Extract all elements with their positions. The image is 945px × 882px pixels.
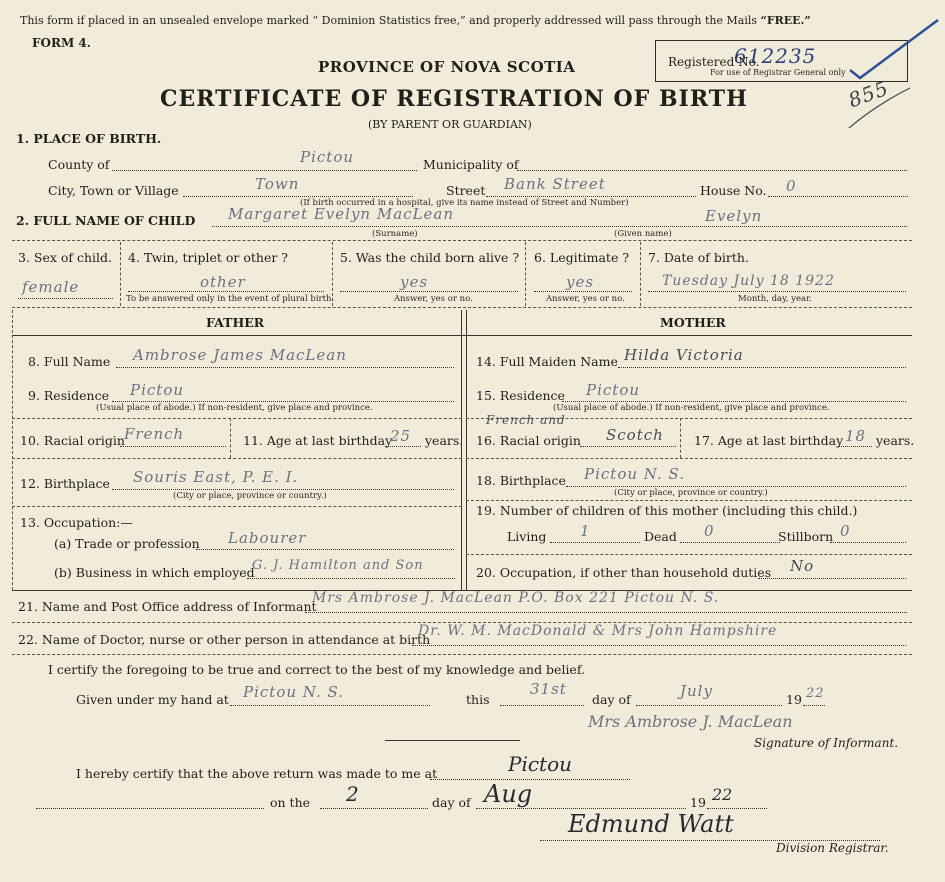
sex-line [18, 298, 113, 299]
province-heading: PROVINCE OF NOVA SCOTIA [318, 58, 576, 76]
living-label: Living [507, 529, 547, 544]
registrar-statement: I hereby certify that the above return was made to me at [76, 766, 438, 781]
father-name-value: Ambrose James MacLean [133, 346, 347, 364]
twin-note: To be answered only in the event of plural birth. [126, 294, 335, 304]
father-occupation-label: 13. Occupation:— [20, 515, 133, 530]
page-title: CERTIFICATE OF REGISTRATION OF BIRTH [160, 86, 748, 112]
father-birthplace-line [112, 489, 454, 490]
registrar-month-line [476, 808, 686, 809]
date-of-birth-line [648, 291, 906, 292]
mother-row-rule-3 [466, 500, 912, 501]
registrar-year-prefix: 19 [690, 795, 706, 810]
twin-value: other [200, 273, 246, 291]
mother-birthplace-note: (City or place, province or country.) [614, 488, 768, 498]
father-birthplace-label: 12. Birthplace [20, 476, 110, 491]
mother-racial-extra: French and [486, 413, 566, 427]
parents-left-border [12, 310, 13, 590]
registrar-place-value: Pictou [508, 752, 573, 776]
mother-residence-line [562, 401, 906, 402]
informant-signature-caption: Signature of Informant. [754, 736, 899, 750]
father-residence-value: Pictou [130, 381, 185, 399]
father-row-rule-1 [12, 418, 462, 419]
child-name-label: 2. FULL NAME OF CHILD [16, 213, 196, 228]
legitimate-value: yes [566, 273, 595, 291]
father-trade-line [196, 549, 454, 550]
month-line [636, 705, 782, 706]
mother-racial-value: Scotch [606, 426, 664, 444]
dead-value: 0 [704, 522, 715, 540]
dead-label: Dead [644, 529, 677, 544]
alive-value: yes [400, 273, 429, 291]
parents-center-divider [461, 310, 462, 590]
county-value: Pictou [300, 148, 355, 166]
registered-number: 612235 [734, 44, 817, 68]
mother-age-label: 17. Age at last birthday [694, 433, 844, 448]
doctor-value: Dr. W. M. MacDonald & Mrs John Hampshire [418, 623, 778, 639]
child-surname-value: Margaret Evelyn MacLean [228, 205, 455, 223]
legitimate-note: Answer, yes or no. [546, 294, 625, 304]
informant-value: Mrs Ambrose J. MacLean P.O. Box 221 Pictou N. S. [312, 590, 720, 606]
informant-line [305, 612, 907, 613]
legitimate-label: 6. Legitimate ? [534, 250, 630, 265]
father-birthplace-value: Souris East, P. E. I. [133, 468, 299, 486]
page-subtitle: (BY PARENT OR GUARDIAN) [368, 118, 532, 131]
day-of-label: day of [592, 692, 631, 707]
father-row-rule-3 [12, 506, 462, 507]
parents-center-divider-2 [466, 310, 467, 590]
stillborn-value: 0 [840, 522, 851, 540]
row3-divider-4 [640, 242, 641, 306]
stillborn-label: Stillborn [778, 529, 834, 544]
city-label: City, Town or Village [48, 183, 179, 198]
mother-occupation-line [758, 578, 906, 579]
mother-age-divider [680, 418, 681, 458]
mother-row-rule-4 [466, 554, 912, 555]
registered-label: Registered No. [668, 55, 760, 69]
mother-age-suffix: years. [876, 433, 915, 448]
given-place-line [230, 705, 430, 706]
municipality-line [517, 170, 907, 171]
registrar-day-line [320, 808, 428, 809]
house-line [768, 196, 908, 197]
mother-residence-value: Pictou [586, 381, 641, 399]
father-business-value: G. J. Hamilton and Son [252, 558, 424, 573]
certify-month-value: July [680, 682, 713, 700]
registry-check-mark [820, 18, 940, 128]
alive-note: Answer, yes or no. [394, 294, 473, 304]
father-heading: FATHER [206, 315, 265, 330]
twin-label: 4. Twin, triplet or other ? [128, 250, 288, 265]
father-age-suffix: years. [425, 433, 464, 448]
certify-day-value: 31st [530, 680, 567, 698]
mother-row-rule-2 [466, 458, 912, 459]
registrar-signature: Edmund Watt [568, 810, 734, 838]
informant-signature: Mrs Ambrose J. MacLean [588, 712, 793, 731]
this-label: this [466, 692, 490, 707]
child-given-value: Evelyn [705, 207, 763, 225]
form-number: FORM 4. [32, 36, 91, 50]
certify-year-value: 22 [806, 686, 825, 701]
mother-name-line [618, 367, 906, 368]
sex-value: female [22, 278, 80, 296]
living-line [550, 542, 640, 543]
father-business-label: (b) Business in which employed [54, 565, 255, 580]
doctor-line [412, 645, 906, 646]
registrar-year-line [707, 808, 767, 809]
doctor-label: 22. Name of Doctor, nurse or other person in attendance at birth [18, 632, 431, 647]
father-trade-value: Labourer [228, 529, 307, 547]
father-residence-label: 9. Residence [28, 388, 109, 403]
postal-notice [20, 14, 811, 27]
county-line [112, 170, 417, 171]
mother-occupation-value: No [790, 557, 815, 575]
street-line [486, 196, 696, 197]
county-label: County of [48, 157, 110, 172]
father-age-label: 11. Age at last birthday [243, 433, 393, 448]
certify-statement: I certify the foregoing to be true and correct to the best of my knowledge and belief. [48, 662, 585, 677]
father-racial-line [120, 446, 226, 447]
hospital-note: (If birth occurred in a hospital, give its name instead of Street and Number) [300, 198, 629, 208]
father-racial-value: French [124, 425, 185, 443]
city-line [183, 196, 413, 197]
twin-line [128, 291, 324, 292]
father-residence-note: (Usual place of abode.) If non-resident, give place and province. [96, 403, 373, 413]
father-age-divider [230, 418, 231, 458]
dead-line [680, 542, 780, 543]
postal-notice-free: “FREE.” [760, 14, 811, 27]
alive-line [340, 291, 518, 292]
day-line [500, 705, 584, 706]
mother-name-label: 14. Full Maiden Name [476, 354, 618, 369]
house-label: House No. [700, 183, 767, 198]
place-of-birth-heading: 1. PLACE OF BIRTH. [16, 131, 162, 146]
mother-heading: MOTHER [660, 315, 726, 330]
registrar-day-of-label: day of [432, 795, 471, 810]
given-place-value: Pictou N. S. [243, 683, 344, 701]
given-under-label: Given under my hand at [76, 692, 229, 707]
postal-notice-text: This form if placed in an unsealed envelope marked “ Dominion Statistics free,” and properly addressed will pass through the Mails [20, 14, 757, 27]
row3-divider-3 [525, 242, 526, 306]
date-of-birth-label: 7. Date of birth. [648, 250, 749, 265]
father-name-line [116, 367, 454, 368]
sex-label: 3. Sex of child. [18, 250, 113, 265]
mother-age-line [838, 446, 872, 447]
parents-heading-rule [12, 335, 912, 336]
mother-residence-label: 15. Residence [476, 388, 565, 403]
mother-age-value: 18 [845, 427, 867, 445]
father-racial-label: 10. Racial origin [20, 433, 125, 448]
mother-racial-line [580, 446, 676, 447]
child-name-line [212, 226, 907, 227]
row3-bottom-border [12, 307, 912, 308]
mother-name-value: Hilda Victoria [624, 346, 744, 364]
mother-children-label: 19. Number of children of this mother (including this child.) [476, 503, 858, 518]
father-residence-line [112, 401, 454, 402]
mother-occupation-label: 20. Occupation, if other than household duties [476, 565, 772, 580]
father-age-line [385, 446, 421, 447]
father-business-line [247, 578, 455, 579]
date-of-birth-value: Tuesday July 18 1922 [662, 273, 835, 289]
mother-birthplace-line [566, 486, 906, 487]
certify-year-line [803, 705, 825, 706]
city-value: Town [255, 175, 300, 193]
legitimate-line [534, 291, 632, 292]
given-name-caption: (Given name) [614, 229, 672, 239]
mother-birthplace-value: Pictou N. S. [584, 465, 685, 483]
certify-year-prefix: 19 [786, 692, 802, 707]
alive-label: 5. Was the child born alive ? [340, 250, 520, 265]
street-label: Street [446, 183, 486, 198]
mother-residence-note: (Usual place of abode.) If non-resident, give place and province. [553, 403, 830, 413]
informant-label: 21. Name and Post Office address of Informant [18, 599, 317, 614]
father-trade-label: (a) Trade or profession [54, 536, 200, 551]
municipality-label: Municipality of [423, 157, 519, 172]
registry-stamp-number: 855 [845, 75, 893, 113]
surname-caption: (Surname) [372, 229, 418, 239]
registrar-caption: Division Registrar. [776, 841, 889, 855]
mother-birthplace-label: 18. Birthplace [476, 473, 566, 488]
registered-note: For use of Registrar General only [710, 68, 846, 77]
registrar-day-value: 2 [346, 782, 359, 806]
doctor-rule [12, 654, 912, 655]
registrar-year-value: 22 [712, 785, 733, 804]
stillborn-line [830, 542, 906, 543]
row3-top-border [12, 240, 912, 241]
mother-racial-label: 16. Racial origin [476, 433, 581, 448]
living-value: 1 [580, 522, 591, 540]
father-birthplace-note: (City or place, province or country.) [173, 491, 327, 501]
row3-divider-1 [120, 242, 121, 306]
father-age-value: 25 [390, 427, 412, 445]
registrar-month-value: Aug [484, 780, 533, 808]
father-row-rule-2 [12, 458, 462, 459]
father-name-label: 8. Full Name [28, 354, 111, 369]
street-value: Bank Street [504, 175, 606, 193]
date-of-birth-note: Month, day, year. [738, 294, 812, 304]
signature-rule [385, 740, 520, 741]
on-the-label: on the [270, 795, 311, 810]
registrar-lead-line [36, 808, 264, 809]
house-value: 0 [786, 177, 797, 195]
